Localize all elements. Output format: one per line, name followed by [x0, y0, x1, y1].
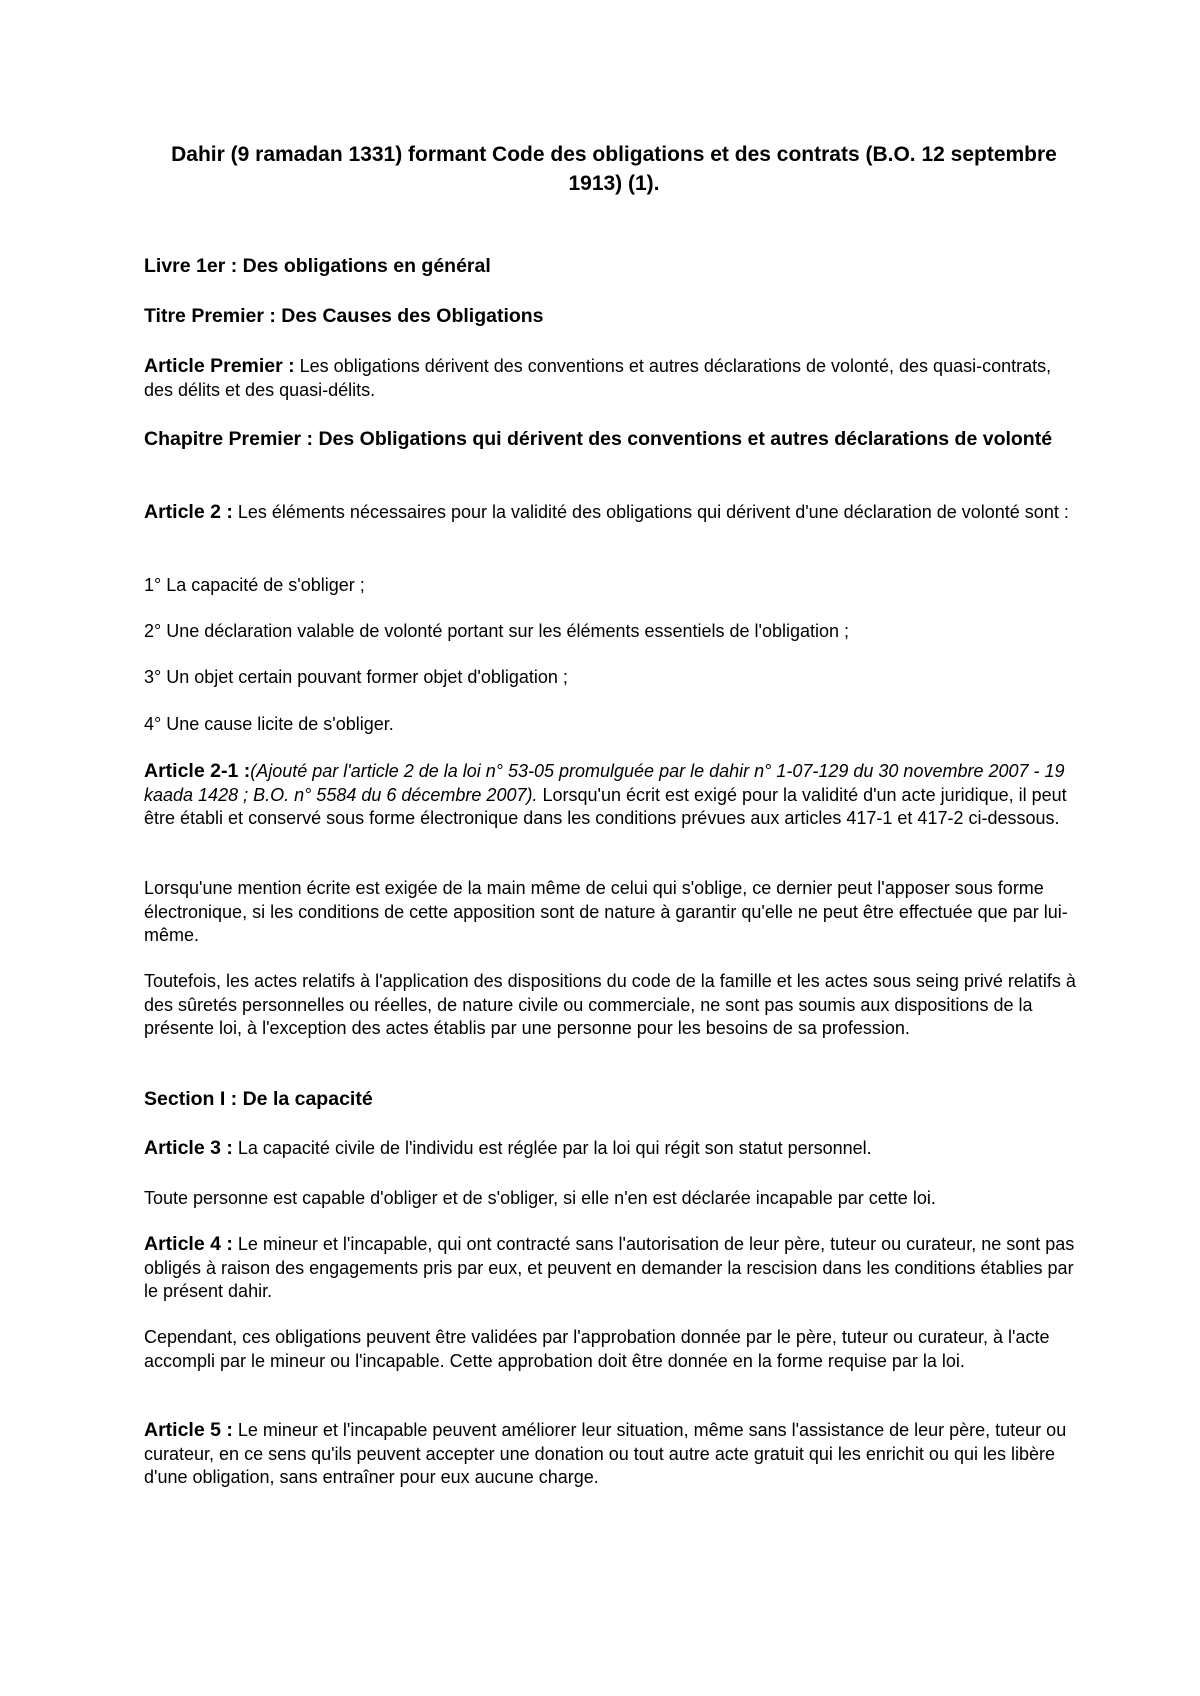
livre-heading: Livre 1er : Des obligations en général — [144, 255, 491, 277]
article-premier — [144, 355, 1084, 402]
article-2-item-4: 4° Une cause licite de s'obliger. — [144, 714, 394, 734]
titre-heading: Titre Premier : Des Causes des Obligations — [144, 305, 544, 327]
article-2-item-1: 1° La capacité de s'obliger ; — [144, 575, 365, 595]
article-3-label: Article 3 : — [144, 1137, 233, 1159]
article-2 — [144, 501, 1084, 525]
article-2-1-note: (Ajouté par l'article 2 de la loi n° 53-05 promulguée par le dahir n° 1-07-129 du 30 novembre 2007 - 19 kaada 1428 ; B.O. n° 5584 du 6 décembre 2007). — [144, 761, 1065, 805]
article-2-1-paragraph-3: Toutefois, les actes relatifs à l'application des dispositions du code de la famille et les actes sous seing privé relatifs à des sûretés personnelles ou réelles, de nature civile ou commerciale, ne sont pas soumis aux dispositions de la présente loi, à l'exception des actes établis par une personne pour les besoins de sa profession. — [144, 971, 1076, 1038]
article-premier-label: Article Premier : — [144, 355, 295, 377]
article-4-text: Le mineur et l'incapable, qui ont contracté sans l'autorisation de leur père, tuteur ou curateur, ne sont pas obligés à raison des engagements pris par eux, et peuvent en demander la rescision dans les conditions établies par le présent dahir. — [144, 1234, 1075, 1301]
article-premier-text: Les obligations dérivent des conventions et autres déclarations de volonté, des quasi-contrats, des délits et des quasi-délits. — [144, 356, 1052, 400]
article-5 — [144, 1419, 1084, 1490]
article-2-item-2: 2° Une déclaration valable de volonté portant sur les éléments essentiels de l'obligation ; — [144, 621, 850, 641]
article-3-text: La capacité civile de l'individu est réglée par la loi qui régit son statut personnel. — [232, 1138, 872, 1158]
article-4 — [144, 1233, 1084, 1304]
article-5-text: Le mineur et l'incapable peuvent améliorer leur situation, même sans l'assistance de leur père, tuteur ou curateur, en ce sens qu'ils peuvent accepter une donation ou tout autre acte gratuit qui les enrichit ou qui les libère d'une obligation, sans entraîner pour eux aucune charge. — [144, 1420, 1067, 1487]
article-2-1-paragraph-2: Lorsqu'une mention écrite est exigée de la main même de celui qui s'oblige, ce dernier peut l'apposer sous forme électronique, si les conditions de cette apposition sont de nature à garantir qu'elle ne peut être effectuée que par lui-même. — [144, 878, 1068, 945]
section-1-heading: Section I : De la capacité — [144, 1088, 373, 1110]
article-2-label: Article 2 : — [144, 501, 233, 523]
article-5-label: Article 5 : — [144, 1419, 233, 1441]
article-4-label: Article 4 : — [144, 1233, 233, 1255]
article-2-item-3: 3° Un objet certain pouvant former objet d'obligation ; — [144, 667, 568, 687]
article-2-1 — [144, 760, 1084, 831]
article-3-paragraph-2: Toute personne est capable d'obliger et de s'obliger, si elle n'en est déclarée incapable par cette loi. — [144, 1188, 936, 1208]
article-2-text: Les éléments nécessaires pour la validité des obligations qui dérivent d'une déclaration de volonté sont : — [232, 502, 1069, 522]
article-2-1-text: Lorsqu'un écrit est exigé pour la validité d'un acte juridique, il peut être établi et conservé sous forme électronique dans les conditions prévues aux articles 417-1 et 417-2 ci-dessous. — [144, 784, 1067, 828]
article-3 — [144, 1137, 1084, 1161]
document-title: Dahir (9 ramadan 1331) formant Code des obligations et des contrats (B.O. 12 septembre 1913) (1). — [171, 143, 1057, 195]
article-4-paragraph-2: Cependant, ces obligations peuvent être validées par l'approbation donnée par le père, tuteur ou curateur, à l'acte accompli par le mineur ou l'incapable. Cette approbation doit être donnée en la forme requise par la loi. — [144, 1327, 1050, 1371]
article-2-1-label: Article 2-1 : — [144, 760, 251, 782]
chapitre-heading: Chapitre Premier : Des Obligations qui dérivent des conventions et autres déclarations de volonté — [144, 428, 1053, 450]
